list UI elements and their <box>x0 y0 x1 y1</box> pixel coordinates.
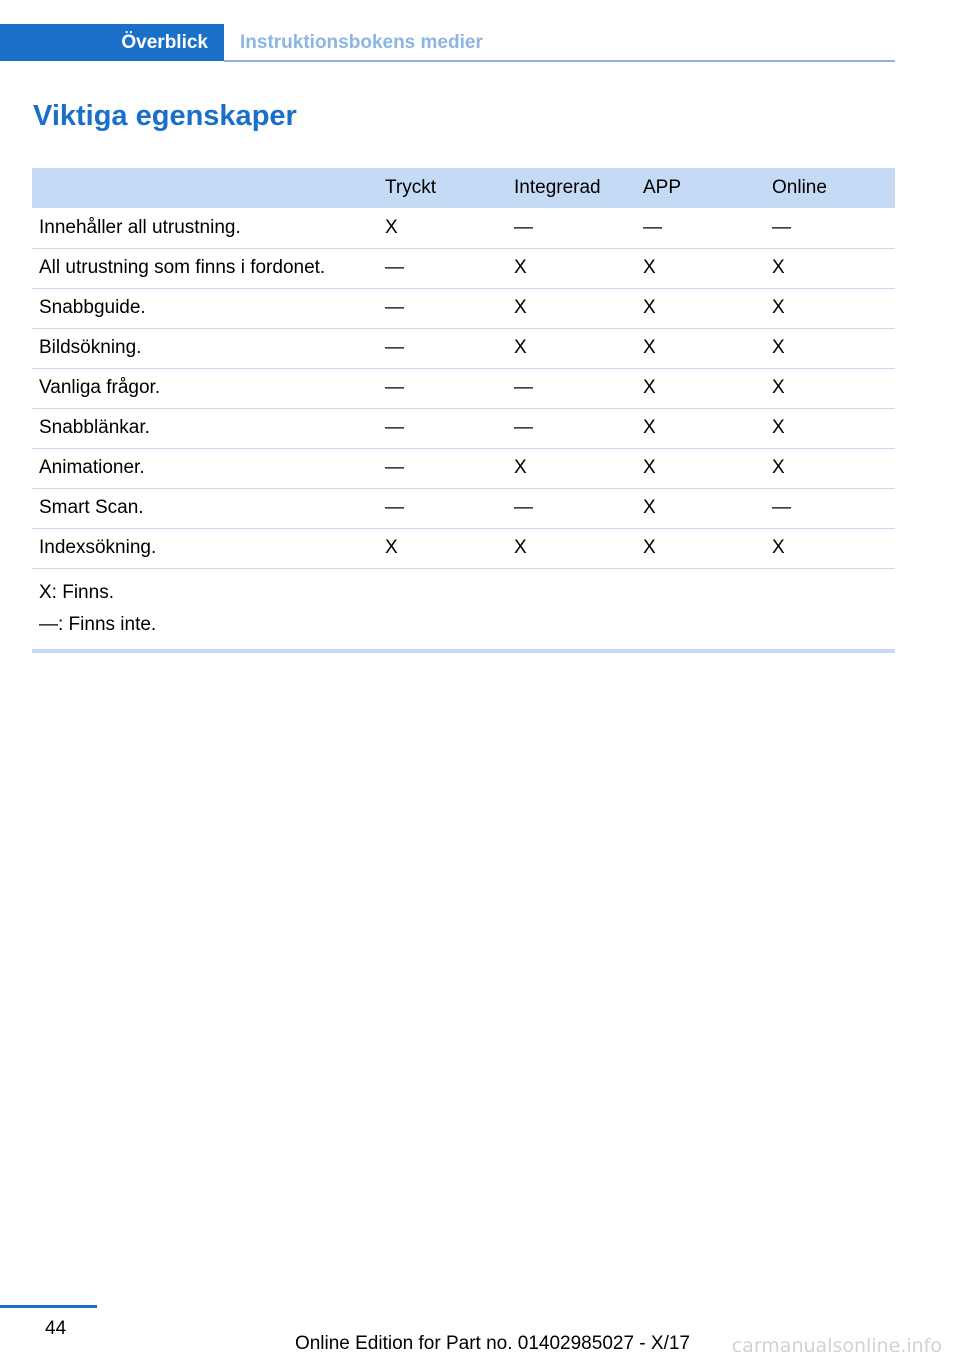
cell-online: X <box>765 448 895 488</box>
table-row <box>32 448 895 488</box>
column-header-app: APP <box>636 168 765 208</box>
cell-online: X <box>765 288 895 328</box>
cell-tryckt: — <box>378 448 507 488</box>
row-label: Snabbguide. <box>32 288 378 328</box>
table-header-row <box>32 168 895 208</box>
tab-instruktionsbokens-medier-label: Instruktionsbokens medier <box>240 31 483 53</box>
table-row <box>32 208 895 248</box>
legend-available: X: Finns. <box>39 581 114 603</box>
cell-tryckt: — <box>378 368 507 408</box>
edition-note: Online Edition for Part no. 01402985027 - X/17 <box>294 1333 690 1354</box>
cell-app: X <box>636 328 765 368</box>
cell-integrerad: X <box>507 328 636 368</box>
column-header-feature <box>32 168 378 208</box>
legend-not-available: —: Finns inte. <box>39 613 157 635</box>
cell-online: X <box>765 248 895 288</box>
cell-tryckt: — <box>378 328 507 368</box>
row-label: Smart Scan. <box>32 488 378 528</box>
table-row <box>32 288 895 328</box>
tab-overblick-label: Överblick <box>121 31 208 53</box>
cell-integrerad: — <box>507 368 636 408</box>
legend-row <box>32 568 895 651</box>
column-header-tryckt: Tryckt <box>378 168 507 208</box>
top-nav-bar <box>0 24 895 62</box>
cell-online: X <box>765 408 895 448</box>
cell-tryckt: X <box>378 528 507 568</box>
cell-tryckt: X <box>378 208 507 248</box>
cell-app: X <box>636 368 765 408</box>
cell-app: X <box>636 448 765 488</box>
features-table <box>32 168 895 653</box>
legend-cell <box>32 568 895 651</box>
cell-online: — <box>765 488 895 528</box>
cell-integrerad: — <box>507 208 636 248</box>
header-divider <box>224 60 895 62</box>
row-label: All utrustning som finns i fordonet. <box>32 248 378 288</box>
column-header-integrerad: Integrerad <box>507 168 636 208</box>
tab-overblick[interactable] <box>0 24 224 61</box>
row-label: Indexsökning. <box>32 528 378 568</box>
footer-divider <box>0 1305 97 1308</box>
cell-app: X <box>636 408 765 448</box>
cell-online: X <box>765 528 895 568</box>
table-row <box>32 328 895 368</box>
cell-tryckt: — <box>378 248 507 288</box>
cell-tryckt: — <box>378 488 507 528</box>
table-row <box>32 368 895 408</box>
table-row <box>32 528 895 568</box>
page-title: Viktiga egenskaper <box>33 100 297 132</box>
column-header-online: Online <box>765 168 895 208</box>
cell-tryckt: — <box>378 408 507 448</box>
cell-app: X <box>636 248 765 288</box>
row-label: Snabblänkar. <box>32 408 378 448</box>
cell-app: X <box>636 488 765 528</box>
cell-online: — <box>765 208 895 248</box>
cell-integrerad: — <box>507 488 636 528</box>
cell-integrerad: X <box>507 248 636 288</box>
cell-integrerad: X <box>507 528 636 568</box>
cell-tryckt: — <box>378 288 507 328</box>
row-label: Vanliga frågor. <box>32 368 378 408</box>
cell-integrerad: — <box>507 408 636 448</box>
cell-app: X <box>636 528 765 568</box>
table-row <box>32 408 895 448</box>
cell-app: X <box>636 288 765 328</box>
row-label: Animationer. <box>32 448 378 488</box>
cell-online: X <box>765 368 895 408</box>
row-label: Innehåller all utrustning. <box>32 208 378 248</box>
watermark: carmanualsonline.info <box>731 1335 942 1357</box>
cell-integrerad: X <box>507 448 636 488</box>
table-row <box>32 488 895 528</box>
row-label: Bildsökning. <box>32 328 378 368</box>
tab-instruktionsbokens-medier[interactable] <box>240 24 483 61</box>
table-row <box>32 248 895 288</box>
page-number: 44 <box>45 1318 67 1339</box>
cell-online: X <box>765 328 895 368</box>
cell-integrerad: X <box>507 288 636 328</box>
cell-app: — <box>636 208 765 248</box>
